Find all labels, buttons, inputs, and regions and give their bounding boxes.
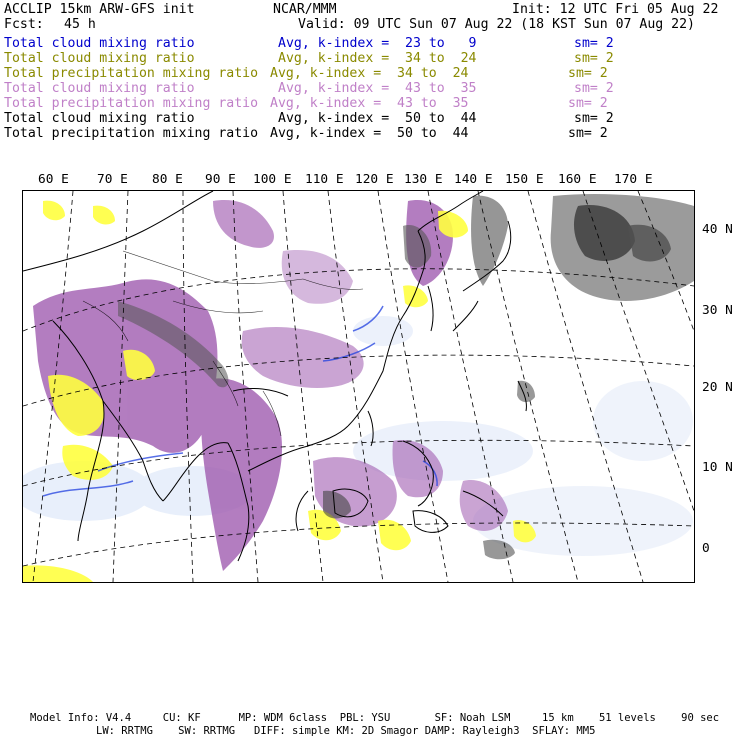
lat-label: 0 [702, 541, 710, 556]
legend-sm: sm= 2 [574, 111, 614, 126]
lon-label: 80 E [152, 172, 183, 187]
lat-label: 30 N [702, 303, 733, 318]
lon-label: 60 E [38, 172, 69, 187]
legend-field: Total precipitation mixing ratio [4, 66, 259, 81]
legend-sm: sm= 2 [574, 51, 614, 66]
legend-sm: sm= 2 [568, 96, 608, 111]
legend-avg: Avg, k-index = 50 to 44 [270, 126, 469, 141]
footer-physics-info: LW: RRTMG SW: RRTMG DIFF: simple KM: 2D Smagor DAMP: Rayleigh3 SFLAY: MM5 [96, 725, 596, 737]
fcst-label: Fcst: [4, 17, 44, 32]
legend-sm: sm= 2 [568, 66, 608, 81]
legend-avg: Avg, k-index = 50 to 44 [278, 111, 477, 126]
legend-sm: sm= 2 [574, 36, 614, 51]
lon-label: 100 E [253, 172, 292, 187]
lon-label: 140 E [454, 172, 493, 187]
map-panel [22, 190, 695, 583]
fcst-value: 45 h [64, 17, 96, 32]
lon-label: 70 E [97, 172, 128, 187]
legend-field: Total cloud mixing ratio [4, 36, 195, 51]
legend-field: Total cloud mixing ratio [4, 111, 195, 126]
legend-sm: sm= 2 [568, 126, 608, 141]
lon-label: 160 E [558, 172, 597, 187]
legend-field: Total precipitation mixing ratio [4, 96, 259, 111]
footer-model-info: Model Info: V4.4 CU: KF MP: WDM 6class PBL: YSU SF: Noah LSM 15 km 51 levels 90 sec [30, 712, 720, 724]
legend-avg: Avg, k-index = 34 to 24 [270, 66, 469, 81]
legend-avg: Avg, k-index = 34 to 24 [278, 51, 477, 66]
lon-label: 170 E [614, 172, 653, 187]
lat-label: 20 N [702, 380, 733, 395]
center-title: NCAR/MMM [273, 2, 337, 17]
legend-avg: Avg, k-index = 43 to 35 [270, 96, 469, 111]
map-canvas [23, 191, 694, 582]
lat-label: 40 N [702, 222, 733, 237]
lon-label: 150 E [505, 172, 544, 187]
valid-time: Valid: 09 UTC Sun 07 Aug 22 (18 KST Sun 07 Aug 22) [298, 17, 695, 32]
legend-sm: sm= 2 [574, 81, 614, 96]
lat-label: 10 N [702, 460, 733, 475]
legend-field: Total precipitation mixing ratio [4, 126, 259, 141]
legend-avg: Avg, k-index = 23 to 9 [278, 36, 477, 51]
model-title: ACCLIP 15km ARW-GFS init [4, 2, 195, 17]
legend-field: Total cloud mixing ratio [4, 81, 195, 96]
legend-avg: Avg, k-index = 43 to 35 [278, 81, 477, 96]
lon-label: 110 E [305, 172, 344, 187]
legend-field: Total cloud mixing ratio [4, 51, 195, 66]
lon-label: 90 E [205, 172, 236, 187]
init-time: Init: 12 UTC Fri 05 Aug 22 [512, 2, 719, 17]
lon-label: 120 E [355, 172, 394, 187]
lon-label: 130 E [404, 172, 443, 187]
